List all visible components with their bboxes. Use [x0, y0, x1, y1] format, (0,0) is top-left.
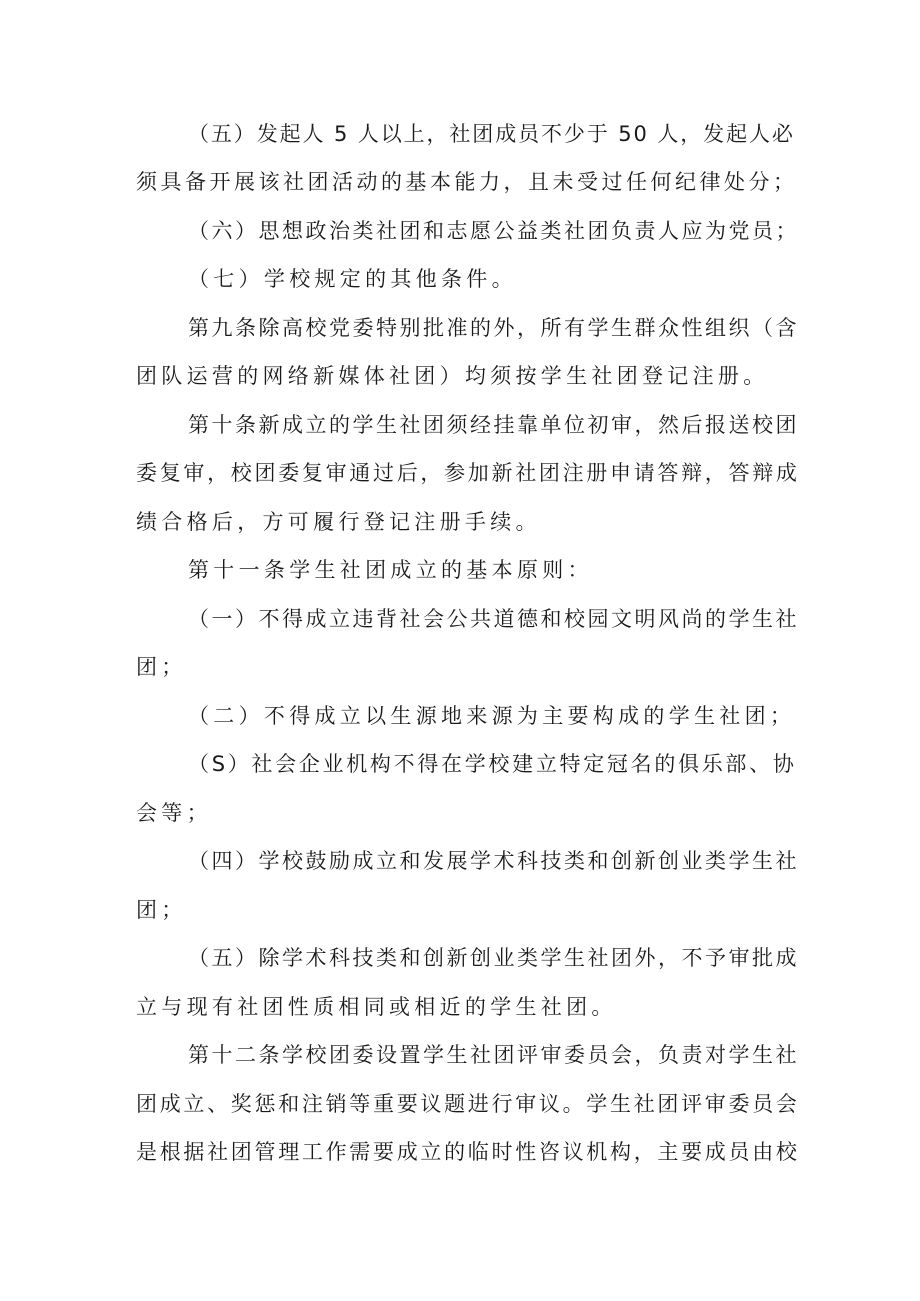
text-line: （七）学校规定的其他条件。	[188, 267, 517, 291]
text-line: 绩合格后，方可履行登记注册手续。	[136, 510, 541, 534]
text-line: 第九条除高校党委特别批准的外，所有学生群众性组织（含	[188, 316, 799, 340]
text-line: （五）发起人 5 人以上，社团成员不少于 50 人，发起人必	[188, 122, 795, 146]
text-line: 第十二条学校团委设置学生社团评审委员会，负责对学生社	[188, 1043, 799, 1067]
text-line: 立与现有社团性质相同或相近的学生社团。	[136, 995, 617, 1019]
text-line: 会等；	[136, 801, 212, 825]
text-line: 是根据社团管理工作需要成立的临时性咨议机构，主要成员由校	[136, 1140, 800, 1164]
text-line: （一）不得成立违背社会公共道德和校园文明风尚的学生社	[188, 607, 799, 631]
text-line: 委复审，校团委复审通过后，参加新社团注册申请答辩，答辩成	[136, 461, 800, 485]
text-line: （S）社会企业机构不得在学校建立特定冠名的俱乐部、协	[188, 752, 797, 776]
text-line: 第十一条学生社团成立的基本原则：	[188, 558, 593, 582]
text-line: 第十条新成立的学生社团须经挂靠单位初审，然后报送校团	[188, 413, 799, 437]
text-line: （二）不得成立以生源地来源为主要构成的学生社团；	[188, 704, 796, 728]
text-line: 团成立、奖惩和注销等重要议题进行审议。学生社团评审委员会	[136, 1092, 800, 1116]
text-line: 团队运营的网络新媒体社团）均须按学生社团登记注册。	[136, 364, 769, 388]
text-line: 须具备开展该社团活动的基本能力，且未受过任何纪律处分；	[136, 170, 798, 194]
text-line: 团；	[136, 898, 187, 922]
text-line: 团；	[136, 655, 187, 679]
text-line: （四）学校鼓励成立和发展学术科技类和创新创业类学生社	[188, 849, 799, 873]
text-line: （六）思想政治类社团和志愿公益类社团负责人应为党员；	[188, 219, 799, 243]
text-line: （五）除学术科技类和创新创业类学生社团外，不予审批成	[188, 946, 799, 970]
